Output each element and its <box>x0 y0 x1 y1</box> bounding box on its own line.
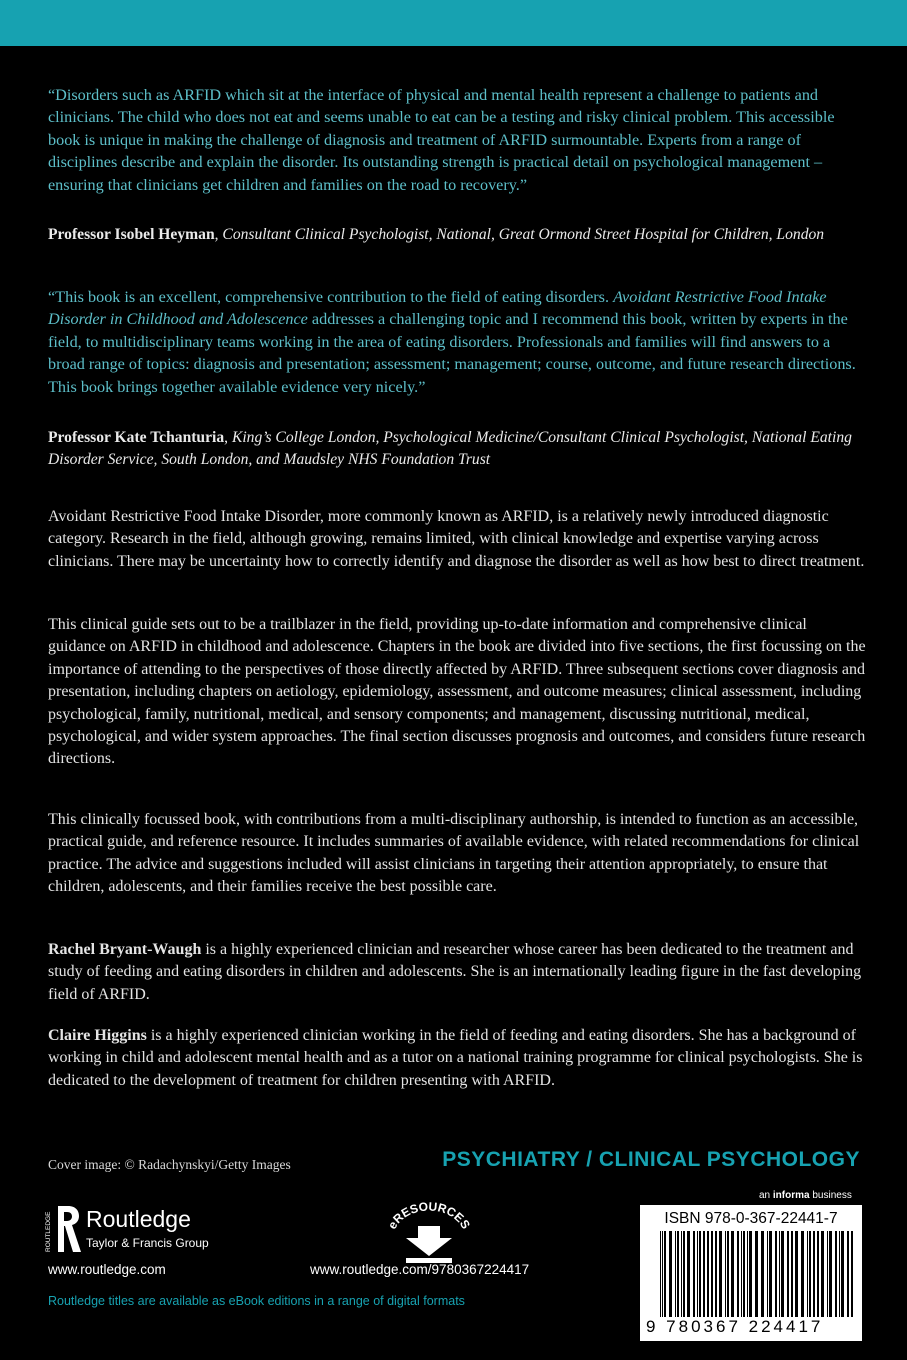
endorsement-attribution-2: Professor Kate Tchanturia, King’s College London, Psychological Medicine/Consultant Clinical Psychologist, National Eating Disorder Service, South London, and Maudsley NHS Foundation Trust <box>48 429 852 469</box>
informa-tagline: an informa business <box>759 1190 852 1201</box>
endorsement-attribution-1: Professor Isobel Heyman, Consultant Clinical Psychologist, National, Great Ormond Street Hospital for Children, London <box>48 226 825 243</box>
book-title-italic: Avoidant Restrictive Food Intake Disorder in Childhood and Adolescence <box>48 288 827 329</box>
publisher-name: Routledge <box>86 1206 191 1232</box>
barcode-digits: 9 780367 224417 <box>646 1317 824 1336</box>
book-url: www.routledge.com/9780367224417 <box>310 1262 530 1277</box>
svg-text:ROUTLEDGE: ROUTLEDGE <box>45 1211 52 1252</box>
cover-image-credit: Cover image: © Radachynskyi/Getty Images <box>48 1157 291 1172</box>
description-paragraph-1: Avoidant Restrictive Food Intake Disorder, more commonly known as ARFID, is a relatively newly introduced diagnostic category. Research in the field, although growing, remains limited, with clinical knowledge and expertise varying across clinicians. There may be uncertainty how to correctly identify and diagnose the disorder as well as how best to direct treatment. <box>48 508 865 570</box>
author-bio-2: Claire Higgins is a highly experienced clinician working in the field of feeding and eating disorders. She has a background of working in child and adolescent mental health and as a tutor on a national training programme for clinical psychologists. She is dedicated to the development of treatment for children presenting with ARFID. <box>48 1027 863 1089</box>
ebook-note: Routledge titles are available as eBook editions in a range of digital formats <box>48 1294 465 1308</box>
subject-category: PSYCHIATRY / CLINICAL PSYCHOLOGY <box>442 1148 860 1171</box>
svg-text:eRESOURCES: eRESOURCES <box>384 1199 473 1232</box>
author-name: Claire Higgins <box>48 1027 147 1044</box>
routledge-r-icon <box>46 1204 80 1254</box>
description-paragraph-3: This clinically focussed book, with contributions from a multi-disciplinary authorship, is intended to function as an accessible, practical guide, and reference resource. It includes summaries of available evidence, with related recommendations for clinical practice. The advice and suggestions included will assist clinicians in targeting their attention appropriately, to ensure that children, adolescents, and their families receive the best possible care. <box>48 811 860 896</box>
routledge-logo <box>46 1204 226 1256</box>
endorser-name: Professor Kate Tchanturia <box>48 429 225 446</box>
publisher-url: www.routledge.com <box>48 1262 166 1277</box>
endorsement-quote-1: “Disorders such as ARFID which sit at the interface of physical and mental health represent a challenge to patients and clinicians. The child who does not eat and seems unable to eat can be a testing and risky clinical problem. This accessible book is unique in making the challenge of diagnosis and treatment of ARFID surmountable. Experts from a range of disciplines describe and explain the disorder. Its outstanding strength is practical detail on psychological management – ensuring that clinicians get children and families on the road to recovery.” <box>48 86 835 194</box>
isbn-barcode-box <box>640 1205 862 1341</box>
author-name: Rachel Bryant-Waugh <box>48 941 202 958</box>
endorser-role: King’s College London, Psychological Medicine/Consultant Clinical Psychologist, National Eating Disorder Service, South London, and Maudsley NHS Foundation Trust <box>48 429 852 469</box>
barcode <box>658 1231 854 1317</box>
endorser-role: Consultant Clinical Psychologist, National, Great Ormond Street Hospital for Children, London <box>222 226 825 243</box>
publisher-group: Taylor & Francis Group <box>86 1236 209 1250</box>
eresources-download-icon <box>384 1198 474 1264</box>
description-paragraph-2: This clinical guide sets out to be a trailblazer in the field, providing up-to-date information and comprehensive clinical guidance on ARFID in childhood and adolescence. Chapters in the book are divided into five sections, the first focussing on the importance of attending to the perspectives of those directly affected by ARFID. Three subsequent sections cover diagnosis and presentation, including chapters on aetiology, epidemiology, assessment, and outcome measures; clinical assessment, including psychological, family, nutritional, medical, and sensory components; and management, discussing nutritional, medical, psychological, and wider system approaches. The final section discusses prognosis and outcomes, and considers future research directions. <box>48 616 866 768</box>
top-color-band <box>0 0 907 46</box>
author-bio-1: Rachel Bryant-Waugh is a highly experienced clinician and researcher whose career has been dedicated to the treatment and study of feeding and eating disorders in children and adolescents. She is an internationally leading figure in the fast developing field of ARFID. <box>48 941 862 1003</box>
endorser-name: Professor Isobel Heyman <box>48 226 215 243</box>
endorsement-quote-2: “This book is an excellent, comprehensive contribution to the field of eating disorders. Avoidant Restrictive Food Intake Disorder in Childhood and Adolescence addresses a challenging topic and I recommend this book, written by experts in the field, to multidisciplinary teams working in the area of eating disorders. Professionals and families will find answers to a broad range of topics: diagnosis and presentation; assessment; management; course, outcome, and future research directions. This book brings together available evidence very nicely.” <box>48 288 856 396</box>
isbn-number: ISBN 978-0-367-22441-7 <box>664 1210 838 1227</box>
